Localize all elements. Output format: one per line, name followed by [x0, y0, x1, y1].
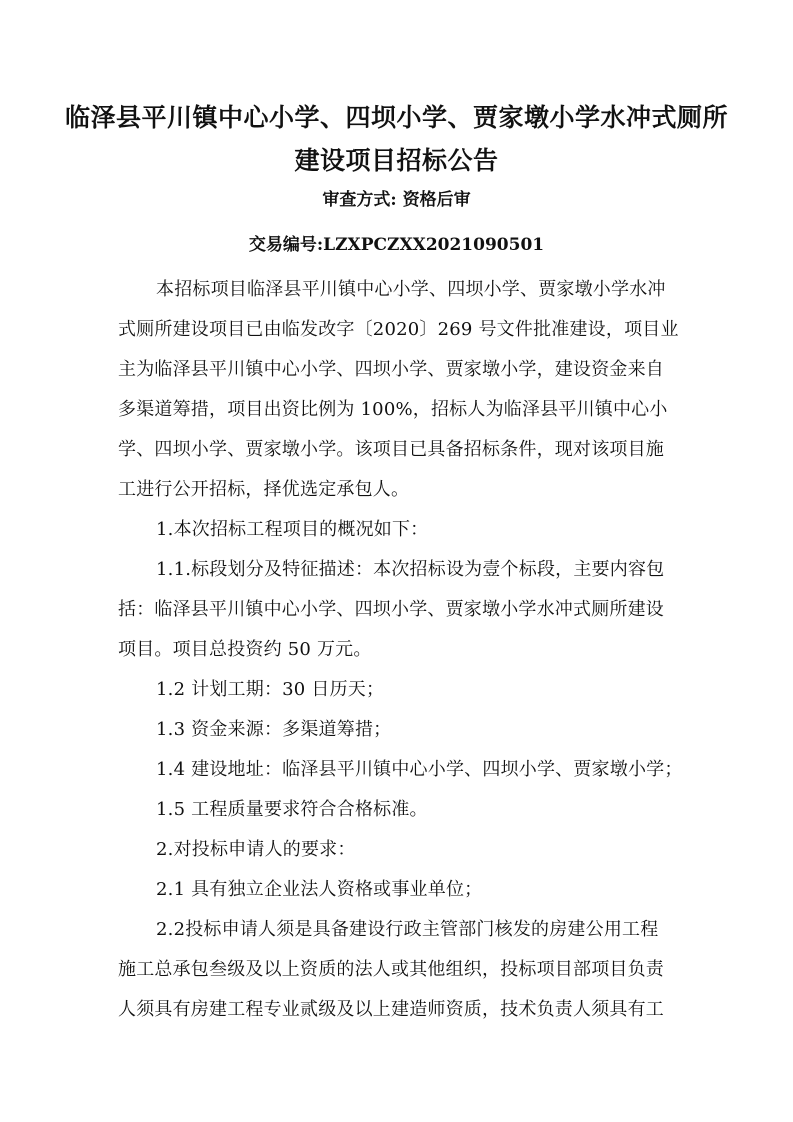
intro-line-4: 多渠道筹措，项目出资比例为 100%，招标人为临泽县平川镇中心小 [118, 399, 668, 420]
intro-line-6: 工进行公开招标，择优选定承包人。 [118, 479, 410, 500]
section-2-2-line-1: 2.2投标申请人须是具备建设行政主管部门核发的房建公用工程 [156, 919, 659, 940]
section-2-1: 2.1 具有独立企业法人资格或事业单位； [156, 879, 483, 900]
section-1-2: 1.2 计划工期：30 日历天； [156, 679, 385, 700]
intro-line-1: 本招标项目临泽县平川镇中心小学、四坝小学、贾家墩小学水冲 [156, 279, 666, 300]
section-1-3: 1.3 资金来源：多渠道筹措； [156, 719, 392, 740]
document-title-line-1: 临泽县平川镇中心小学、四坝小学、贾家墩小学水冲式厕所 [64, 103, 728, 132]
section-2-2-line-3: 人须具有房建工程专业贰级及以上建造师资质，技术负责人须具有工 [118, 999, 664, 1020]
section-1-4: 1.4 建设地址：临泽县平川镇中心小学、四坝小学、贾家墩小学； [156, 759, 683, 780]
section-1-1-line-1: 1.1.标段划分及特征描述：本次招标设为壹个标段，主要内容包 [156, 559, 665, 580]
intro-line-3: 主为临泽县平川镇中心小学、四坝小学、贾家墩小学，建设资金来自 [118, 359, 664, 380]
intro-line-2: 式厕所建设项目已由临发改字〔2020〕269 号文件批准建设，项目业 [118, 319, 679, 340]
section-1-1-line-2: 括：临泽县平川镇中心小学、四坝小学、贾家墩小学水冲式厕所建设 [118, 599, 664, 620]
section-1-5: 1.5 工程质量要求符合合格标准。 [156, 799, 428, 820]
transaction-number: 交易编号:LZXPCZXX2021090501 [248, 235, 545, 255]
section-2-2-line-2: 施工总承包叁级及以上资质的法人或其他组织，投标项目部项目负责 [118, 959, 664, 980]
section-2-heading: 2.对投标申请人的要求： [156, 839, 356, 860]
intro-line-5: 学、四坝小学、贾家墩小学。该项目已具备招标条件，现对该项目施 [118, 439, 664, 460]
section-1-heading: 1.本次招标工程项目的概况如下： [156, 519, 429, 540]
review-method: 审查方式: 资格后审 [322, 190, 471, 210]
document-title-line-2: 建设项目招标公告 [294, 146, 499, 175]
section-1-1-line-3: 项目。项目总投资约 50 万元。 [118, 639, 372, 660]
